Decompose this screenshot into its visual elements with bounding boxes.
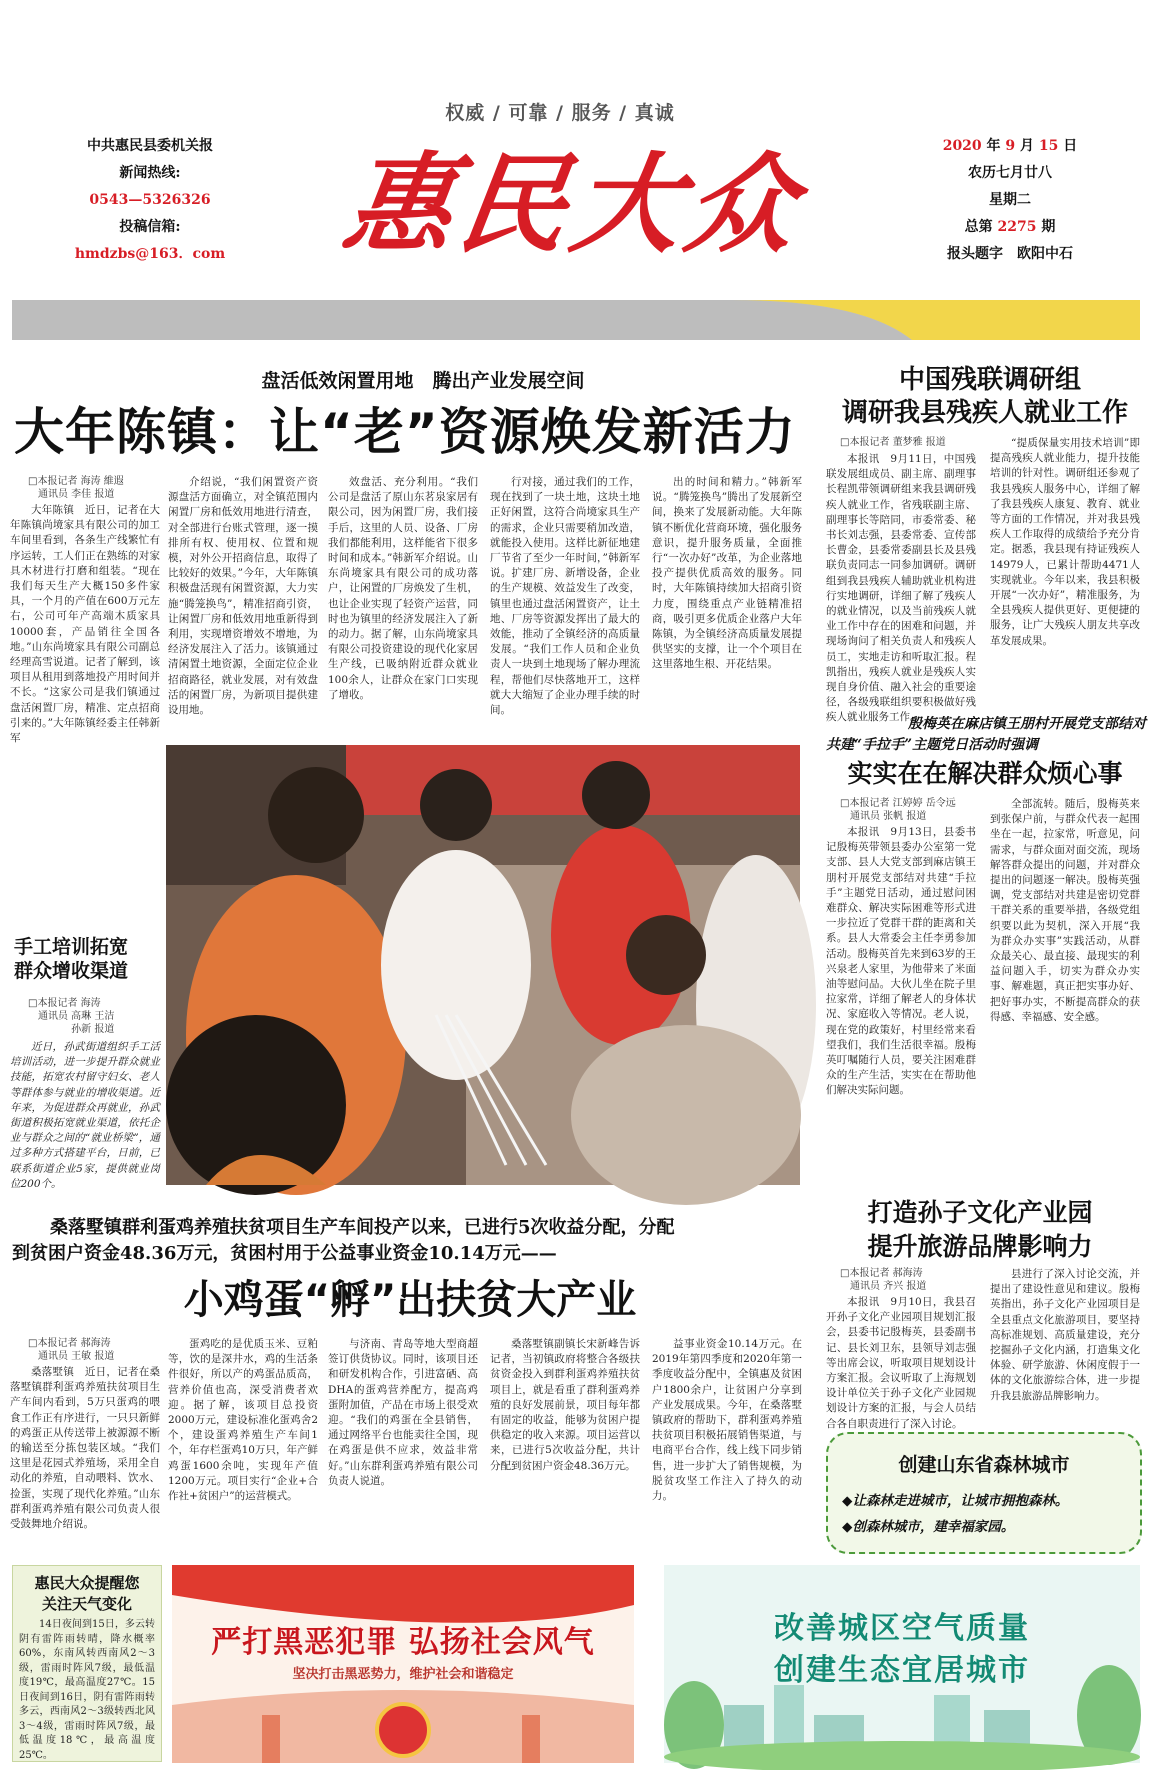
lead-kicker: 盘活低效闲置用地 腾出产业发展空间 bbox=[261, 370, 585, 392]
weekday: 星期二 bbox=[989, 192, 1031, 208]
party-col-1: 本报讯 9月13日，县委书记殷梅英带领县委办公室第一党支部、县人大党支部到麻店镇王朋村开展党支部结对共建“手拉手”主题党日活动，通过慰问困难群众、解决实际困难等形式进一步拉近了党群干群的距离和关系。县人大常委会主任李勇参加活动。殷梅英首先来到63岁的王兴泉老人家里，为他带来了米面油等慰问品。大伙儿坐在院子里拉家常，详细了解老人的身体状况、家庭收入等情况。老人说，现在党的政策好，村里经常来看望我们，我们生活很幸福。殷梅英叮嘱随行人员，要关注困难群众的生产生活，实实在在帮助他们解决实际问题。 bbox=[826, 826, 976, 1097]
sunzi-headline-2: 提升旅游品牌影响力 bbox=[867, 1232, 1093, 1261]
forest-title: 创建山东省森林城市 bbox=[898, 1454, 1070, 1476]
lead-col-1: 大年陈镇 近日，记者在大年陈镇尚境家具有限公司的加工车间里看到，各条生产线繁忙有序运转，工人们正在熟练的对家具木材进行打磨和组装。“现在我们每天生产大概150多件家具，一个月的产值在600万元左右，公司可年产高端木质家具10000套，产品销往全国各地。”山东尚境家具有限公司副总经理高雪说道。记者了解到，该项目从租用到落地投产用时间并不长。“这家公司是我们镇通过盘活闲置厂房，精准、定点招商引来的。”大年陈镇经委主任韩新军 bbox=[10, 504, 160, 745]
header-band-shape bbox=[12, 300, 1140, 340]
party-byline: □本报记者 江婷婷 岳令远 通讯员 张帆 报道 bbox=[840, 798, 956, 822]
masthead-right-info bbox=[915, 133, 1105, 268]
party-kicker-1: 殷梅英在麻店镇王朋村开展党支部结对 bbox=[908, 716, 1146, 732]
hotline-number: 0543—5326326 bbox=[89, 192, 211, 208]
egg-headline: 小鸡蛋“孵”出扶贫大产业 bbox=[183, 1277, 637, 1323]
paper-organ: 中共惠民县委机关报 bbox=[87, 138, 213, 154]
lead-col-5: 出的时间和精力。”韩新军说。“腾笼换鸟”腾出了发展新空间，换来了发展新动能。大年陈镇不断优化营商环境，强化服务意识，提升服务质量，全面推行“一次办好”改革，为企业落地投产提供优质高效的服务。同时，大年陈镇持续加大招商引资力度，围绕重点产业链精准招商，吸引更多优质企业落户大年陈镇，为全镇经济高质量发展提供坚实的支撑，让一个个项目在这里落地生根、开花结果。 bbox=[652, 476, 802, 671]
workshop-photo-illustration bbox=[166, 745, 800, 1185]
forest-line-1: ◆让森林走进城市，让城市拥抱森林。 bbox=[842, 1493, 1069, 1509]
ad-air-quality-title-1: 改善城区空气质量 bbox=[774, 1611, 1030, 1646]
forest-city-box bbox=[826, 1432, 1142, 1554]
lead-col-3: 效盘活、充分利用。“我们公司是盘活了原山东茗泉家居有限公司，因为闲置厂房，我们接手后，这里的人员、设备、厂房我们都能利用，这样能省下很多时间和成本。”韩新军介绍说。山东尚境家具有限公司的成功落户，让闲置的厂房焕发了生机，也让企业实现了轻资产运营，同时也为镇里的经济发展注入了新的动力。据了解，山东尚境家具有限公司投资建设的现代化家居生产线，已吸纳附近群众就业100余人，让群众在家门口实现了增收。 bbox=[328, 476, 478, 701]
sunzi-headline-1: 打造孙子文化产业园 bbox=[867, 1198, 1093, 1227]
party-kicker-2: 共建“手拉手”主题党日活动时强调 bbox=[826, 737, 1039, 753]
masthead-left-info bbox=[55, 133, 245, 268]
skill-body: 近日，孙武街道组织手工活培训活动，进一步提升群众就业技能，拓宽农村留守妇女、老人等群体参与就业的增收渠道。近年来，为促进群众再就业，孙武街道积极拓宽就业渠道，依托企业与群众之间的“就业桥梁”，通过多种方式搭建平台，日前，已联系街道企业5家，提供就业岗位200个。 bbox=[10, 1041, 160, 1190]
lead-photo bbox=[166, 745, 800, 1185]
inscription: 报头题字 欧阳中石 bbox=[947, 246, 1073, 262]
weather-box bbox=[12, 1565, 162, 1762]
lead-headline: 大年陈镇：让“老”资源焕发新活力 bbox=[14, 403, 796, 461]
ad-anti-crime-sub: 坚决打击黑恶势力，维护社会和谐稳定 bbox=[292, 1667, 514, 1682]
lead-col-2: 介绍说，“我们闲置资产资源盘活方面确立，对全镇范围内闲置厂房和低效用地进行清查，对全部进行台账式管理，逐一摸排所有权、使用权、位置和规模，对外公开招商信息，取得了比较好的效果。”今年，大年陈镇积极盘活现有闲置资源，大力实施“腾笼换鸟”，精准招商引资，让闲置厂房和低效用地重新得到利用，实现增资增效不增地，为经济发展注入了活力。该镇通过清闲置土地资源，全面定位企业招商路径，就业发展，对有效盘活的闲置厂房，为新项目提供建设用地。 bbox=[168, 476, 318, 717]
paper-logo bbox=[336, 130, 825, 280]
party-col-2: 全部流转。随后，殷梅英来到张保户前，与群众代表一起围坐在一起，拉家常，听意见，问需求，与群众面对面交流，现场解答群众提出的问题，并对群众提出的问题逐一解决。殷梅英强调，党支部结对共建是密切党群干群关系的重要举措，各级党组织要以此为契机，深入开展“我为群众办实事”实践活动，从群众最关心、最直接、最现实的利益问题入手，切实为群众办实事、解难题，真正把实事办好、把好事办实，不断提高群众的获得感、幸福感、安全感。 bbox=[990, 798, 1140, 1023]
party-headline: 实实在在解决群众烦心事 bbox=[847, 759, 1123, 788]
egg-byline: □本报记者 郝海涛 通讯员 王敏 报道 bbox=[28, 1338, 115, 1362]
lead-col-4: 行对接，通过我们的工作，现在找到了一块土地，这块土地正好闲置，这符合尚境家具生产的需求，企业只需要稍加改造，就能投入使用。这样比新征地建厂节省了至少一年时间，”韩新军说。扩建厂房、新增设备，企业的生产规模、效益发生了改变，镇里也通过盘活闲置资产，让土地、厂房等资源发挥出了最大的效能，推动了全镇经济的高质量发展。“我们工作人员和企业负责人一块到土地现场了解办理流程，帮他们尽快落地开工，这样就大大缩短了企业办理手续的时间。 bbox=[490, 476, 640, 717]
hotline-label: 新闻热线: bbox=[119, 165, 181, 181]
logo-text: 惠民大众 bbox=[336, 142, 810, 268]
cdpf-headline-2: 调研我县残疾人就业工作 bbox=[841, 398, 1128, 428]
egg-kicker-2: 到贫困户资金48.36万元，贫困村用于公益事业资金10.14万元—— bbox=[12, 1243, 557, 1264]
email-address: hmdzbs@163．com bbox=[74, 246, 226, 262]
egg-col-3: 与济南、青岛等地大型商超签订供货协议。同时，该项目还和研发机构合作，引进富硒、高DHA的蛋鸡营养配方，提高鸡蛋附加值，产品在市场上很受欢迎。“我们的鸡蛋在全县销售，通过网络平台也能卖往全国，现在鸡蛋是供不应求，效益非常好。”山东群利蛋鸡养殖有限公司负责人说道。 bbox=[328, 1338, 478, 1487]
sunzi-col-2: 县进行了深入讨论交流，并提出了建设性意见和建议。殷梅英指出，孙子文化产业园项目是全县重点文化旅游项目，要坚持高标准规划、高质量建设，充分挖掘孙子文化内涵，打造集文化体验、研学旅游、休闲度假于一体的文化旅游综合体，进一步提升我县旅游品牌影响力。 bbox=[990, 1268, 1140, 1402]
egg-kicker-1: 桑落墅镇群利蛋鸡养殖扶贫项目生产车间投产以来，已进行5次收益分配，分配 bbox=[50, 1217, 675, 1238]
email-label: 投稿信箱: bbox=[119, 219, 181, 235]
sunzi-byline: □本报记者 郝海涛 通讯员 齐兴 报道 bbox=[840, 1268, 927, 1292]
egg-col-4: 桑落墅镇副镇长宋新峰告诉记者，当初镇政府将整合各级扶贫资金投入到群利蛋鸡养殖扶贫项目上，就是看重了群利蛋鸡养殖的良好发展前景，项目每年都有固定的收益，能够为贫困户提供稳定的收入来源。项目运营以来，已进行5次收益分配，共计分配到贫困户资金48.36万元。 bbox=[490, 1338, 640, 1472]
ad-anti-crime-title: 严打黑恶犯罪 弘扬社会风气 bbox=[211, 1625, 595, 1660]
header-band bbox=[12, 300, 1140, 340]
ad-air-quality bbox=[664, 1565, 1140, 1763]
lunar-date: 农历七月廿八 bbox=[968, 165, 1052, 181]
egg-col-1: 桑落墅镇 近日，记者在桑落墅镇群利蛋鸡养殖扶贫项目生产车间内看到，5万只蛋鸡的喂食工作正有序进行，一只只新鲜的鸡蛋正从传送带上被源源不断的输送至分拣包装区域。“我们这里是花园式养殖场，采用全自动化的养殖，自动喂料、饮水、捡蛋，实现了现代化养殖。”山东群利蛋鸡养殖有限公司负责人很受鼓舞地介绍说。 bbox=[10, 1366, 160, 1531]
skill-headline-1: 手工培训拓宽 bbox=[14, 936, 129, 958]
ad-air-quality-title-2: 创建生态宜居城市 bbox=[774, 1653, 1030, 1688]
weather-body: 14日夜间到15日，多云转阴有雷阵雨转晴，降水概率60%，东南风转西南风2～3级，雷雨时阵风7级，最低温度19℃，最高温度27℃。15日夜间到16日，阴有雷阵雨转多云，西南风2～3级转西北风3～4级，雷雨时阵风7级，最低温度18℃，最高温度25℃。 bbox=[19, 1619, 155, 1761]
weather-title-1: 惠民大众提醒您 bbox=[34, 1574, 140, 1592]
skill-byline: □本报记者 海涛 通讯员 高琳 王洁 孙新 报道 bbox=[28, 998, 115, 1035]
egg-col-2: 蛋鸡吃的是优质玉米、豆粕等，饮的是深井水，鸡的生活条件很好，所以产的鸡蛋品质高，营养价值也高，深受消费者欢迎。据了解，该项目总投资2000万元，建设标准化蛋鸡舍2个，建设蛋鸡养殖生产车间1个，年存栏蛋鸡10万只，年产鲜鸡蛋1600余吨，实现年产值1200万元。项目实行“企业+合作社+贫困户”的运营模式。 bbox=[168, 1338, 318, 1503]
sunzi-col-1: 本报讯 9月10日，我县召开孙子文化产业园项目规划汇报会，县委书记殷梅英，县委副书记、县长刘卫东，县领导刘志强等出席会议，听取项目规划设计方案汇报。会议听取了上海规划设计单位关于孙子文化产业园规划设计方案的汇报，与会人员结合各自职责进行了深入讨论。 bbox=[826, 1296, 976, 1430]
ad-anti-crime bbox=[172, 1565, 634, 1763]
cdpf-col-1: 本报讯 9月11日，中国残联发展组成员、副主席、副理事长程凯带领调研组来我县调研残疾人就业工作，省残联副主席、副理事长等陪同，市委常委、秘书长刘志强，县委常委、宣传部长曹金，县委常委副县长及县残联负责同志一同参加调研。调研组到我县残疾人辅助就业机构进行实地调研，详细了解了残疾人的就业情况，以及当前残疾人就业工作中存在的困难和问题，并现场询问了相关负责人和残疾人员工，实地走访和听取汇报。程凯指出，残疾人就业是残疾人实现自身价值、融入社会的重要途径，各级残联组织要积极做好残疾人就业服务工作。 bbox=[826, 453, 976, 724]
cdpf-byline: □本报记者 董梦雅 报道 bbox=[840, 437, 946, 448]
skill-headline-2: 群众增收渠道 bbox=[14, 960, 129, 982]
weather-title-2: 关注天气变化 bbox=[41, 1595, 132, 1613]
cdpf-col-2: “提质保量实用技术培训”即提高残疾人就业能力，提升技能培训的针对性。调研组还参观了我县残疾人服务中心，详细了解了我县残疾人康复、教育、就业等方面的工作情况，并对我县残疾人工作取得的成绩给予充分肯定。据悉，我县现有持证残疾人14979人，已累计帮助4471人实现就业。今年以来，我县积极开展“一次办好”，精准服务，为全县残疾人提供更好、更便捷的服务，让广大残疾人朋友共享改革发展成果。 bbox=[990, 437, 1140, 647]
cdpf-headline-1: 中国残联调研组 bbox=[898, 365, 1081, 395]
forest-line-2: ◆创森林城市，建幸福家园。 bbox=[842, 1519, 1015, 1535]
lead-byline: □本报记者 海涛 維遐 通讯员 李佳 报道 bbox=[28, 476, 124, 500]
egg-col-5: 益事业资金10.14万元。在2019年第四季度和2020年第一季度收益分配中，全镇惠及贫困户1800余户，让贫困户分享到产业发展成果。今年，在桑落墅镇政府的帮助下，群利蛋鸡养殖扶贫项目积极拓展销售渠道，与电商平台合作，线上线下同步销售，进一步扩大了销售规模，为脱贫攻坚工作注入了持久的动力。 bbox=[652, 1338, 802, 1503]
issue-number: 总第 2275 期 bbox=[964, 219, 1056, 235]
masthead-slogan: 权威 / 可靠 / 服务 / 真诚 bbox=[445, 102, 675, 124]
issue-date: 2020 年 9 月 15 日 bbox=[942, 138, 1078, 154]
